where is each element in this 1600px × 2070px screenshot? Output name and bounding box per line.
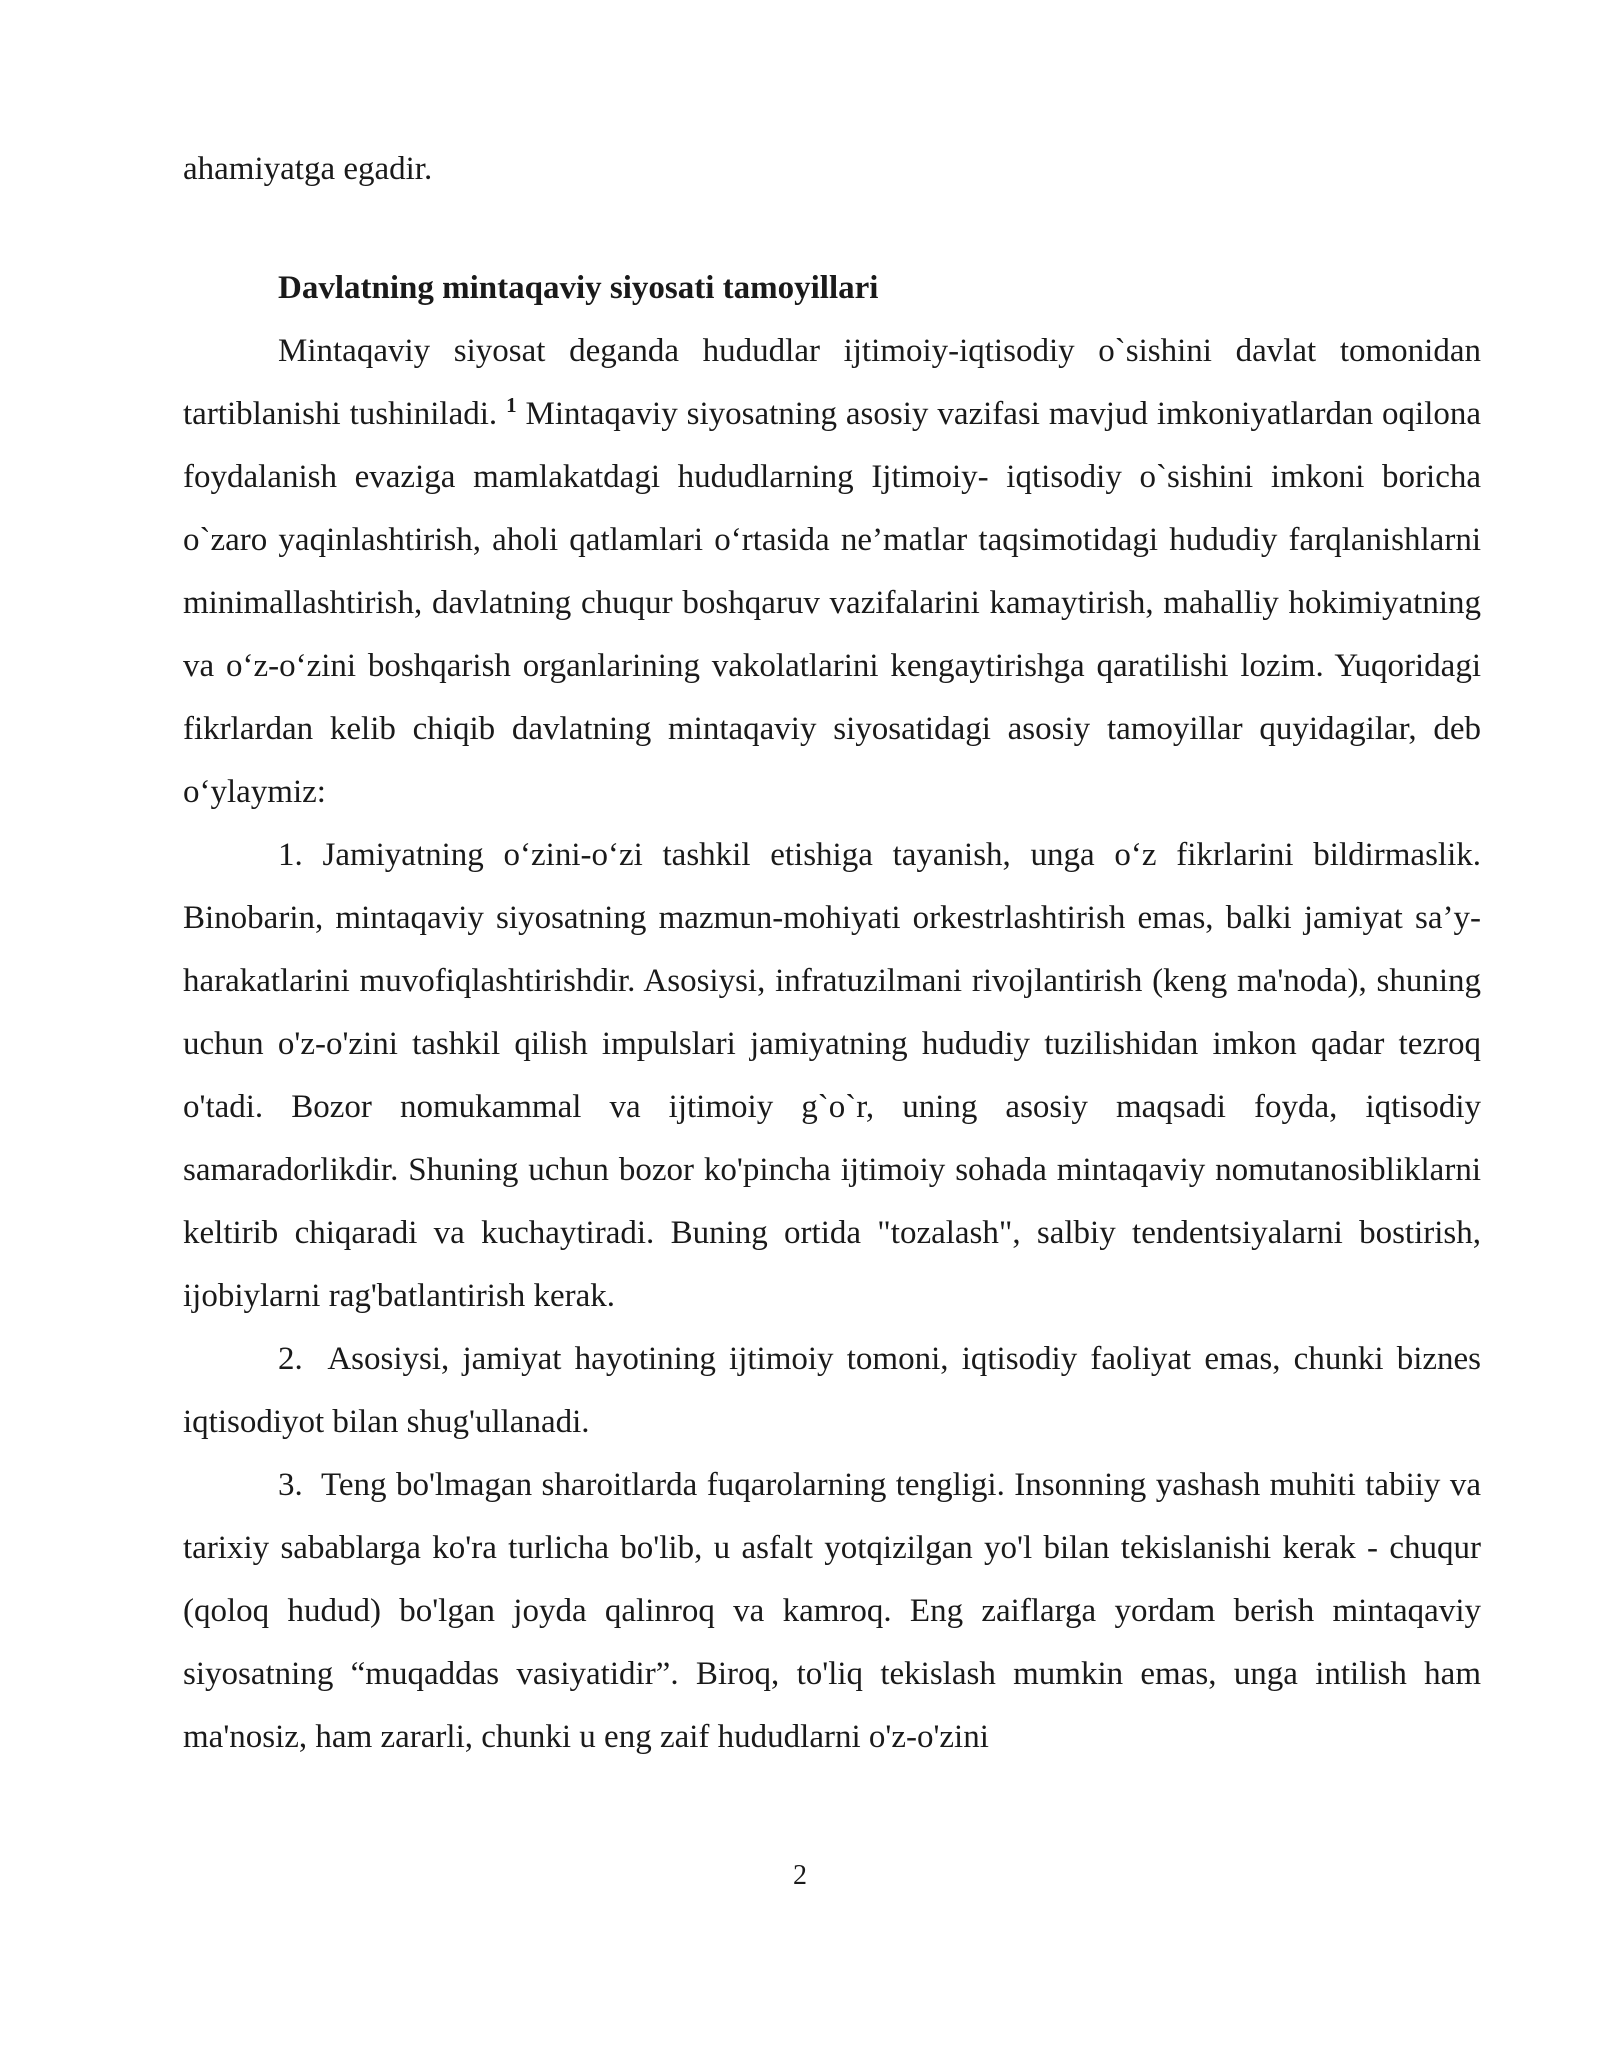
list-item-1	[183, 824, 1481, 1328]
list-item-2	[183, 1328, 1481, 1454]
intro-text-before-footnote: Mintaqaviy siyosat deganda hududlar ijtimoiy-iqtisodiy o`sishini davlat tomonidan tartiblanishi tushiniladi.	[183, 333, 1481, 432]
list-item-text: Jamiyatning o‘zini-o‘zi tashkil etishiga tayanish, unga o‘z fikrlarini bildirmaslik. Binobarin, mintaqaviy siyosatning mazmun-mohiyati orkestrlashtirish emas, balki jamiyat sa’y-harakatlarini muvofiqlashtirishdir. Asosiysi, infratuzilmani rivojlantirish (keng ma'noda), shuning uchun o'z-o'zini tashkil qilish impulslari jamiyatning hududiy tuzilishidan imkon qadar tezroq o'tadi. Bozor nomukammal va ijtimoiy g`o`r, uning asosiy maqsadi foyda, iqtisodiy samaradorlikdir. Shuning uchun bozor ko'pincha ijtimoiy sohada mintaqaviy nomutanosibliklarni keltirib chiqaradi va kuchaytiradi. Buning ortida "tozalash", salbiy tendentsiyalarni bostirish, ijobiylarni rag'batlantirish kerak.	[183, 837, 1482, 1314]
list-item-number: 1.	[278, 837, 303, 873]
page-number: 2	[793, 1860, 807, 1891]
list-item-3	[183, 1454, 1481, 1769]
list-item-number: 2.	[278, 1341, 303, 1377]
list-item-number: 3.	[278, 1467, 303, 1503]
list-item-text: Teng bo'lmagan sharoitlarda fuqarolarning tengligi. Insonning yashash muhiti tabiiy va tarixiy sabablarga ko'ra turlicha bo'lib, u asfalt yotqizilgan yo'l bilan tekislanishi kerak - chuqur (qoloq hudud) bo'lgan joyda qalinroq va kamroq. Eng zaiflarga yordam berish mintaqaviy siyosatning “muqaddas vasiyatidir”. Biroq, to'liq tekislash mumkin emas, unga intilish ham ma'nosiz, ham zararli, chunki u eng zaif hududlarni o'z-o'zini	[183, 1467, 1482, 1755]
footnote-ref[interactable]: 1	[506, 393, 517, 417]
intro-text-after-footnote: Mintaqaviy siyosatning asosiy vazifasi mavjud imkoniyatlardan oqilona foydalanish evaziga mamlakatdagi hududlarning Ijtimoiy- iqtisodiy o`sishini imkoni boricha o`zaro yaqinlashtirish, aholi qatlamlari o‘rtasida ne’matlar taqsimotidagi hududiy farqlanishlarni minimallashtirish, davlatning chuqur boshqaruv vazifalarini kamaytirish, mahalliy hokimiyatning va o‘z-o‘zini boshqarish organlarining vakolatlarini kengaytirishga qaratilishi lozim. Yuqoridagi fikrlardan kelib chiqib davlatning mintaqaviy siyosatidagi asosiy tamoyillar quyidagilar, deb o‘ylaymiz:	[183, 396, 1482, 810]
page-body	[183, 138, 1481, 1769]
carryover-text: ahamiyatga egadir.	[183, 151, 433, 187]
section-heading: Davlatning mintaqaviy siyosati tamoyillari	[278, 270, 879, 306]
list-item-text: Asosiysi, jamiyat hayotining ijtimoiy tomoni, iqtisodiy faoliyat emas, chunki biznes iqtisodiyot bilan shug'ullanadi.	[183, 1341, 1481, 1440]
intro-paragraph	[183, 320, 1481, 824]
